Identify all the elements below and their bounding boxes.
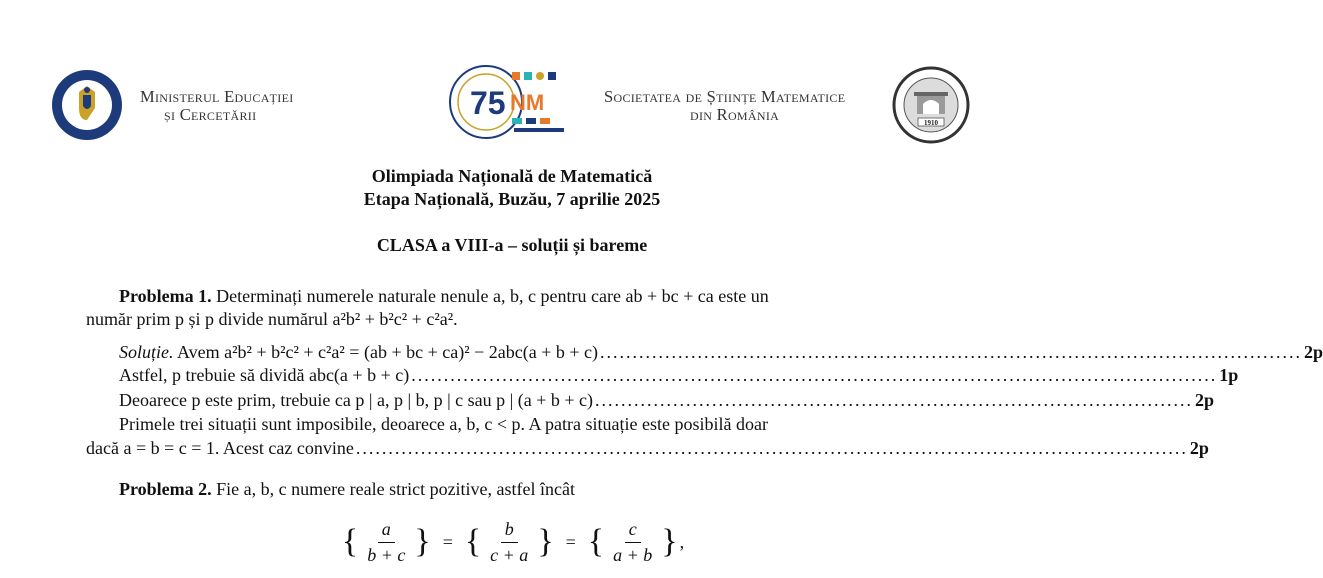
olympiad-title: Olimpiada Națională de Matematică: [371, 166, 653, 186]
svg-text:75: 75: [470, 85, 506, 121]
guvernul-romaniei-seal-icon: [50, 68, 124, 142]
fraction-3: $\frac{c}{a + b}$: [613, 518, 653, 565]
left-organization-name: Ministerul Educației și Cercetării: [140, 87, 294, 124]
step4-points: 2p: [1189, 438, 1209, 458]
solution-step3-text: Deoarece p este prim, trebuie ca p | a, p | b, p | c sau p | (a + b + c): [119, 390, 594, 410]
step2-points: 1p: [1219, 365, 1239, 385]
dot-leader: ............................................................................................................: [600, 342, 1303, 362]
problem1-statement-text: Determinați numerele naturale nenule a, b, c pentru care ab + bc + ca este un: [216, 286, 769, 306]
solution-step4-line1: Primele trei situații sunt imposibile, deoarece a, b, c < p. A patra situație este posibilă doar: [119, 414, 768, 434]
problem2-statement: [86, 478, 926, 500]
problem1-statement-line2: număr prim p și p divide numărul a²b² + b²c² + c²a².: [86, 309, 458, 329]
brace-right: }: [661, 523, 678, 560]
stage-subtitle: Etapa Națională, Buzău, 7 aprilie 2025: [363, 189, 661, 209]
class-title: CLASA a VIII-a – soluții și bareme: [376, 235, 648, 255]
fraction-1: $\frac{a}{b + c}$: [367, 518, 406, 565]
solution-step2: [86, 364, 1239, 386]
solution-step1-text: Avem a²b² + b²c² + c²a² = (ab + bc + ca)² − 2abc(a + b + c): [177, 342, 599, 362]
solution-label: Soluție.: [119, 342, 174, 362]
svg-text:NM: NM: [510, 90, 545, 115]
ssmr-seal-icon: [892, 66, 970, 144]
problem2-label: Problema 2.: [119, 479, 212, 499]
brace-left: {: [464, 523, 482, 560]
solution-step1: [86, 341, 1323, 363]
brace-left: {: [341, 523, 359, 560]
dot-leader: ................................................................................................................................: [355, 438, 1188, 458]
equals-sign: =: [442, 531, 453, 552]
problem2-formula: [0, 512, 1024, 572]
solution-step3: [86, 389, 1215, 411]
dot-leader: ............................................................................................: [595, 390, 1194, 410]
problem1-statement-line1: [86, 285, 926, 307]
step1-points: 2p: [1304, 342, 1323, 362]
solution-step4-text: dacă a = b = c = 1. Acest caz convine: [86, 438, 354, 458]
step3-points: 2p: [1195, 390, 1215, 410]
right-organization-name: Societatea de Științe Matematice din România: [604, 87, 846, 124]
onm-75-logo-icon: [448, 64, 566, 140]
dot-leader: ............................................................................................................................: [411, 365, 1218, 385]
brace-right: }: [414, 523, 431, 560]
solution-step4-line2: [86, 437, 1209, 459]
solution-step2-text: Astfel, p trebuie să dividă abc(a + b + c): [119, 365, 410, 385]
brace-left: {: [587, 523, 605, 560]
brace-right: }: [537, 523, 554, 560]
document-header: [0, 0, 1024, 145]
svg-text:1910: 1910: [924, 119, 938, 127]
problem1-label: Problema 1.: [119, 286, 212, 306]
fraction-2: $\frac{b}{c + a}$: [490, 518, 529, 565]
equals-sign: =: [565, 531, 576, 552]
formula-trailing-comma: ,: [679, 531, 685, 552]
problem2-statement-text: Fie a, b, c numere reale strict pozitive, astfel încât: [216, 479, 576, 499]
